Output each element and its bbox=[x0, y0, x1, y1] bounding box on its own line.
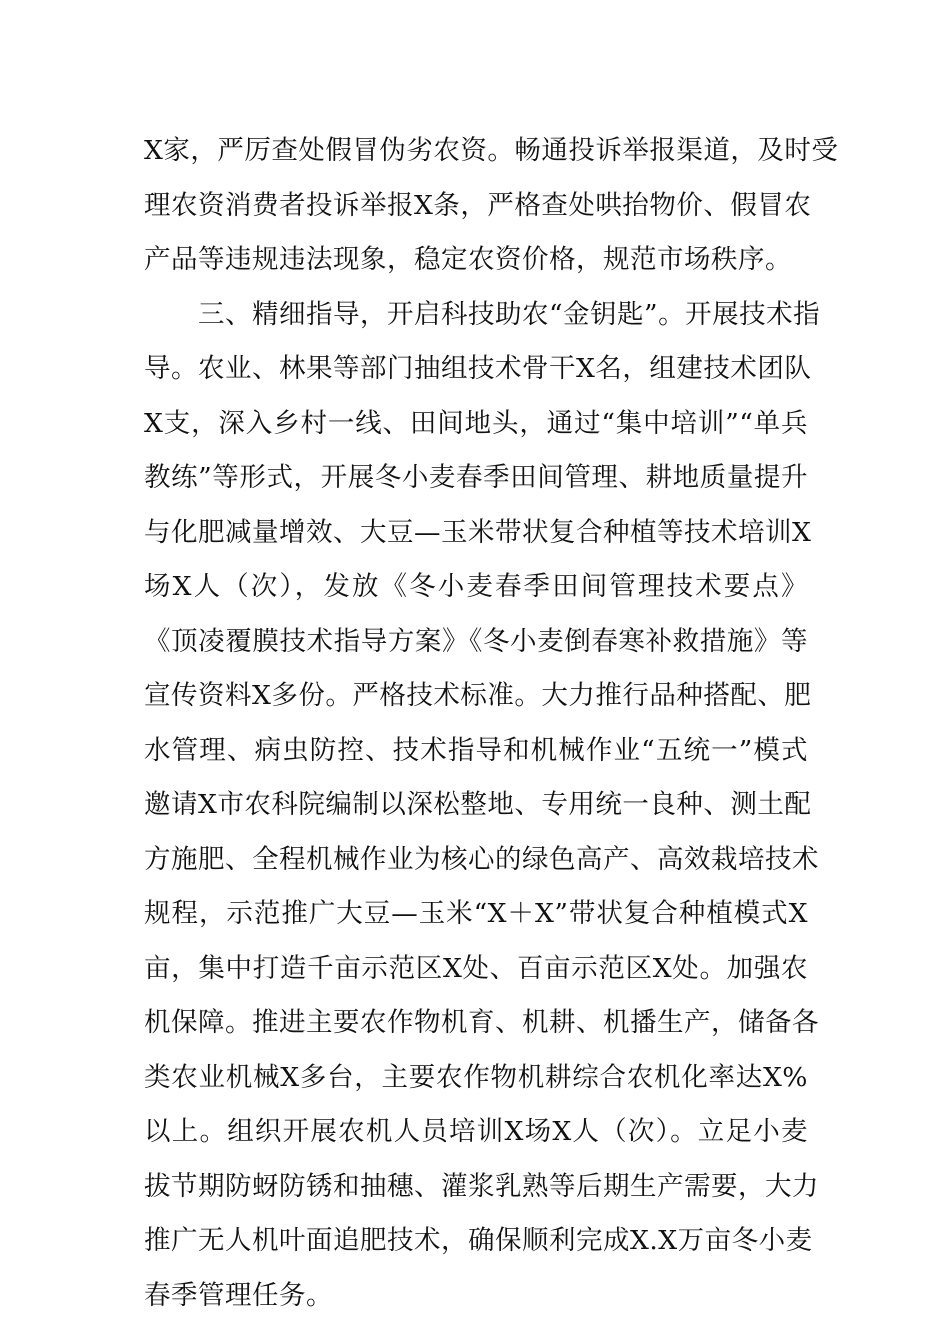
text-line-10: 《顶凌覆膜技术指导方案》《冬小麦倒春寒补救措施》等 bbox=[144, 625, 808, 657]
text-line-3: 产品等违规违法现象，稳定农资价格，规范市场秩序。 bbox=[144, 244, 792, 275]
text-line-15: 规程，示范推广大豆—玉米“X＋X”带状复合种植模式X bbox=[144, 898, 808, 929]
text-line-2: 理农资消费者投诉举报X条，严格查处哄抬物价、假冒农 bbox=[144, 189, 812, 221]
text-line-20: 拔节期防蚜防锈和抽穗、灌浆乳熟等后期生产需要，大力 bbox=[144, 1170, 819, 1202]
text-line-13: 邀请X市农科院编制以深松整地、专用统一良种、测土配 bbox=[144, 789, 812, 820]
text-line-16: 亩，集中打造千亩示范区X处、百亩示范区X处。加强农 bbox=[144, 952, 808, 984]
text-line-4: 三、精细指导，开启科技助农“金钥匙”。开展技术指 bbox=[144, 298, 821, 330]
text-line-1: X家，严厉查处假冒伪劣农资。畅通投诉举报渠道，及时受 bbox=[144, 135, 839, 166]
text-line-6: X支，深入乡村一线、田间地头，通过“集中培训”“单兵 bbox=[144, 407, 808, 439]
text-line-19: 以上。组织开展农机人员培训X场X人（次）。立足小麦 bbox=[144, 1116, 808, 1147]
text-line-18: 类农业机械X多台，主要农作物机耕综合农机化率达X% bbox=[144, 1061, 808, 1093]
text-line-7: 教练”等形式，开展冬小麦春季田间管理、耕地质量提升 bbox=[144, 462, 808, 493]
text-line-22: 春季管理任务。 bbox=[144, 1279, 333, 1311]
text-line-5: 导。农业、林果等部门抽组技术骨干X名，组建技术团队 bbox=[144, 353, 812, 384]
text-line-17: 机保障。推进主要农作物机育、机耕、机播生产，储备各 bbox=[144, 1007, 819, 1038]
text-line-14: 方施肥、全程机械作业为核心的绿色高产、高效栽培技术 bbox=[144, 843, 819, 875]
text-line-8: 与化肥减量增效、大豆—玉米带状复合种植等技术培训X bbox=[144, 516, 812, 548]
text-line-9: 场X人（次），发放《冬小麦春季田间管理技术要点》 bbox=[144, 571, 808, 602]
text-line-11: 宣传资料X多份。严格技术标准。大力推行品种搭配、肥 bbox=[144, 680, 812, 711]
text-line-21: 推广无人机叶面追肥技术，确保顺利完成X.X万亩冬小麦 bbox=[144, 1225, 813, 1256]
text-line-12: 水管理、病虫防控、技术指导和机械作业“五统一”模式 bbox=[144, 734, 808, 766]
body-text bbox=[144, 124, 839, 1323]
